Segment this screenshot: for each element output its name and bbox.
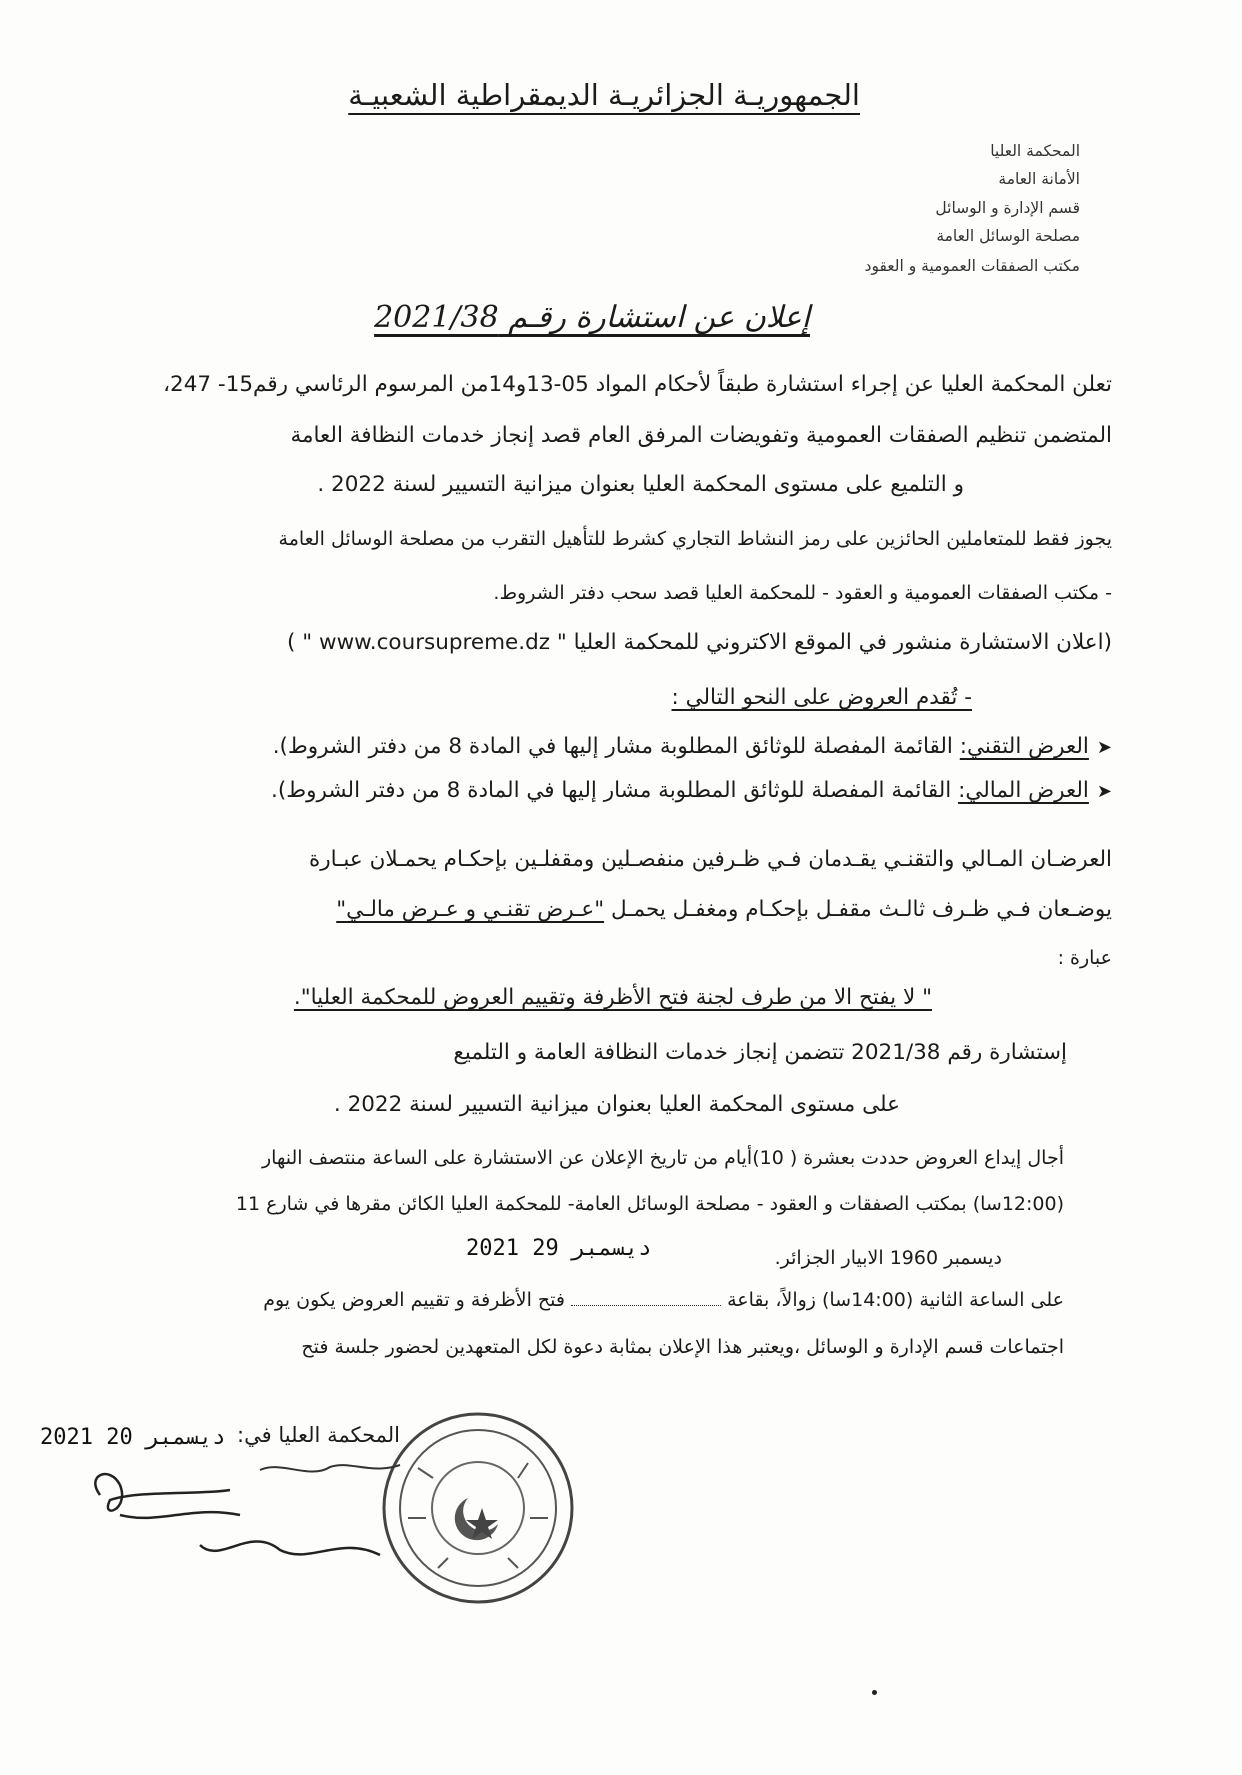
org-line-court: المحكمة العليا: [990, 142, 1080, 160]
offer-technical-text: القائمة المفصلة للوثائق المطلوبة مشار إليها في المادة 8 من دفتر الشروط).: [272, 734, 953, 759]
envelope-quote: "عـرض تقنـي و عـرض مالـي": [336, 897, 605, 922]
org-line-service: مصلحة الوسائل العامة: [936, 227, 1080, 245]
website-notice: (اعلان الاستشارة منشور في الموقع الاكتروني للمحكمة العليا " www.coursupreme.dz " ): [287, 630, 1112, 655]
handwritten-opening-date: 2021 29 ديسمبر: [466, 1236, 652, 1261]
deadline-line-2: (12:00سا) بمكتب الصفقات و العقود - مصلحة الوسائل العامة- للمحكمة العليا الكائن مقرها في شارع 11: [235, 1193, 1064, 1215]
deadline-line-3: ديسمبر 1960 الابيار الجزائر.: [774, 1247, 1002, 1269]
eligibility-line-2: - مكتب الصفقات العمومية و العقود - للمحكمة العليا قصد سحب دفتر الشروط.: [493, 582, 1112, 604]
intro-line-1: تعلن المحكمة العليا عن إجراء استشارة طبقاً لأحكام المواد 05-13و14من المرسوم الرئاسي رقم15- 247،: [163, 372, 1112, 397]
intro-line-2: المتضمن تنظيم الصفقات العمومية وتفويضات المرفق العام قصد إنجاز خدمات النظافة العامة: [290, 423, 1112, 448]
offer-technical-label: العرض التقني:: [959, 734, 1089, 759]
deadline-line-1: أجال إيداع العروض حددت بعشرة ( 10)أيام من تاريخ الإعلان عن الاستشارة على الساعة منتصف النهار: [261, 1147, 1064, 1169]
eligibility-line-1: يجوز فقط للمتعاملين الحائزين على رمز النشاط التجاري كشرط للتأهيل التقرب من مصلحة الوسائل العامة: [278, 528, 1112, 550]
arrow-bullet-icon: ➤: [1096, 737, 1112, 758]
offer-financial-text: القائمة المفصلة للوثائق المطلوبة مشار إليها في المادة 8 من دفتر الشروط).: [271, 778, 952, 803]
handwritten-signature-date: 2021 20 ديسمبر: [40, 1425, 226, 1450]
envelope-rest-text: يوضـعان فـي ظـرف ثالـث مقفـل بإحكـام ومغفـل يحمـل: [610, 897, 1112, 922]
opening-line-2: اجتماعات قسم الإدارة و الوسائل ،ويعتبر هذا الإعلان بمثابة دعوة لكل المتعهدين لحضور جلسة فتح: [301, 1336, 1064, 1358]
page-dot: [872, 1690, 877, 1695]
offer-technical-item: [273, 734, 1112, 759]
date-dotted-line: [571, 1304, 721, 1306]
envelope-instructions-1: العرضـان المـالي والتقنـي يقـدمان فـي ظـرفين منفصـلين ومقفلـين بإحكـام يحمـلان عبـارة: [308, 847, 1112, 872]
opening-time-text: على الساعة الثانية (14:00سا) زوالاً، بقاعة: [727, 1289, 1064, 1311]
org-line-office: مكتب الصفقات العمومية و العقود: [864, 257, 1080, 275]
envelope-notice: " لا يفتح الا من طرف لجنة فتح الأظرفة وتقييم العروض للمحكمة العليا".: [293, 985, 932, 1010]
envelope-subject-2: على مستوى المحكمة العليا بعنوان ميزانية التسيير لسنة 2022 .: [333, 1092, 900, 1117]
handwritten-signature: [80, 1455, 420, 1585]
announcement-title: إعلان عن استشارة رقـم 2021/38: [374, 300, 810, 335]
opening-day-text: فتح الأظرفة و تقييم العروض يكون يوم: [263, 1289, 565, 1311]
org-line-department: قسم الإدارة و الوسائل: [935, 199, 1080, 217]
republic-heading: الجمهوريـة الجزائريـة الديمقراطية الشعبيـة: [348, 78, 860, 112]
opening-line-1: [263, 1289, 1064, 1311]
envelope-subject-1: إستشارة رقم 2021/38 تتضمن إنجاز خدمات النظافة العامة و التلميع: [453, 1040, 1067, 1065]
arrow-bullet-icon: ➤: [1096, 781, 1112, 802]
envelope-label: عبارة :: [1057, 947, 1112, 969]
intro-line-3: و التلميع على مستوى المحكمة العليا بعنوان ميزانية التسيير لسنة 2022 .: [317, 472, 964, 497]
signature-place-label: المحكمة العليا في:: [237, 1423, 400, 1447]
org-line-secretariat: الأمانة العامة: [998, 170, 1080, 188]
offer-financial-label: العرض المالي:: [958, 778, 1089, 803]
offers-intro: - تُقدم العروض على النحو التالي :: [671, 685, 972, 710]
offer-financial-item: [271, 778, 1112, 803]
envelope-instructions-2: [336, 897, 1112, 922]
